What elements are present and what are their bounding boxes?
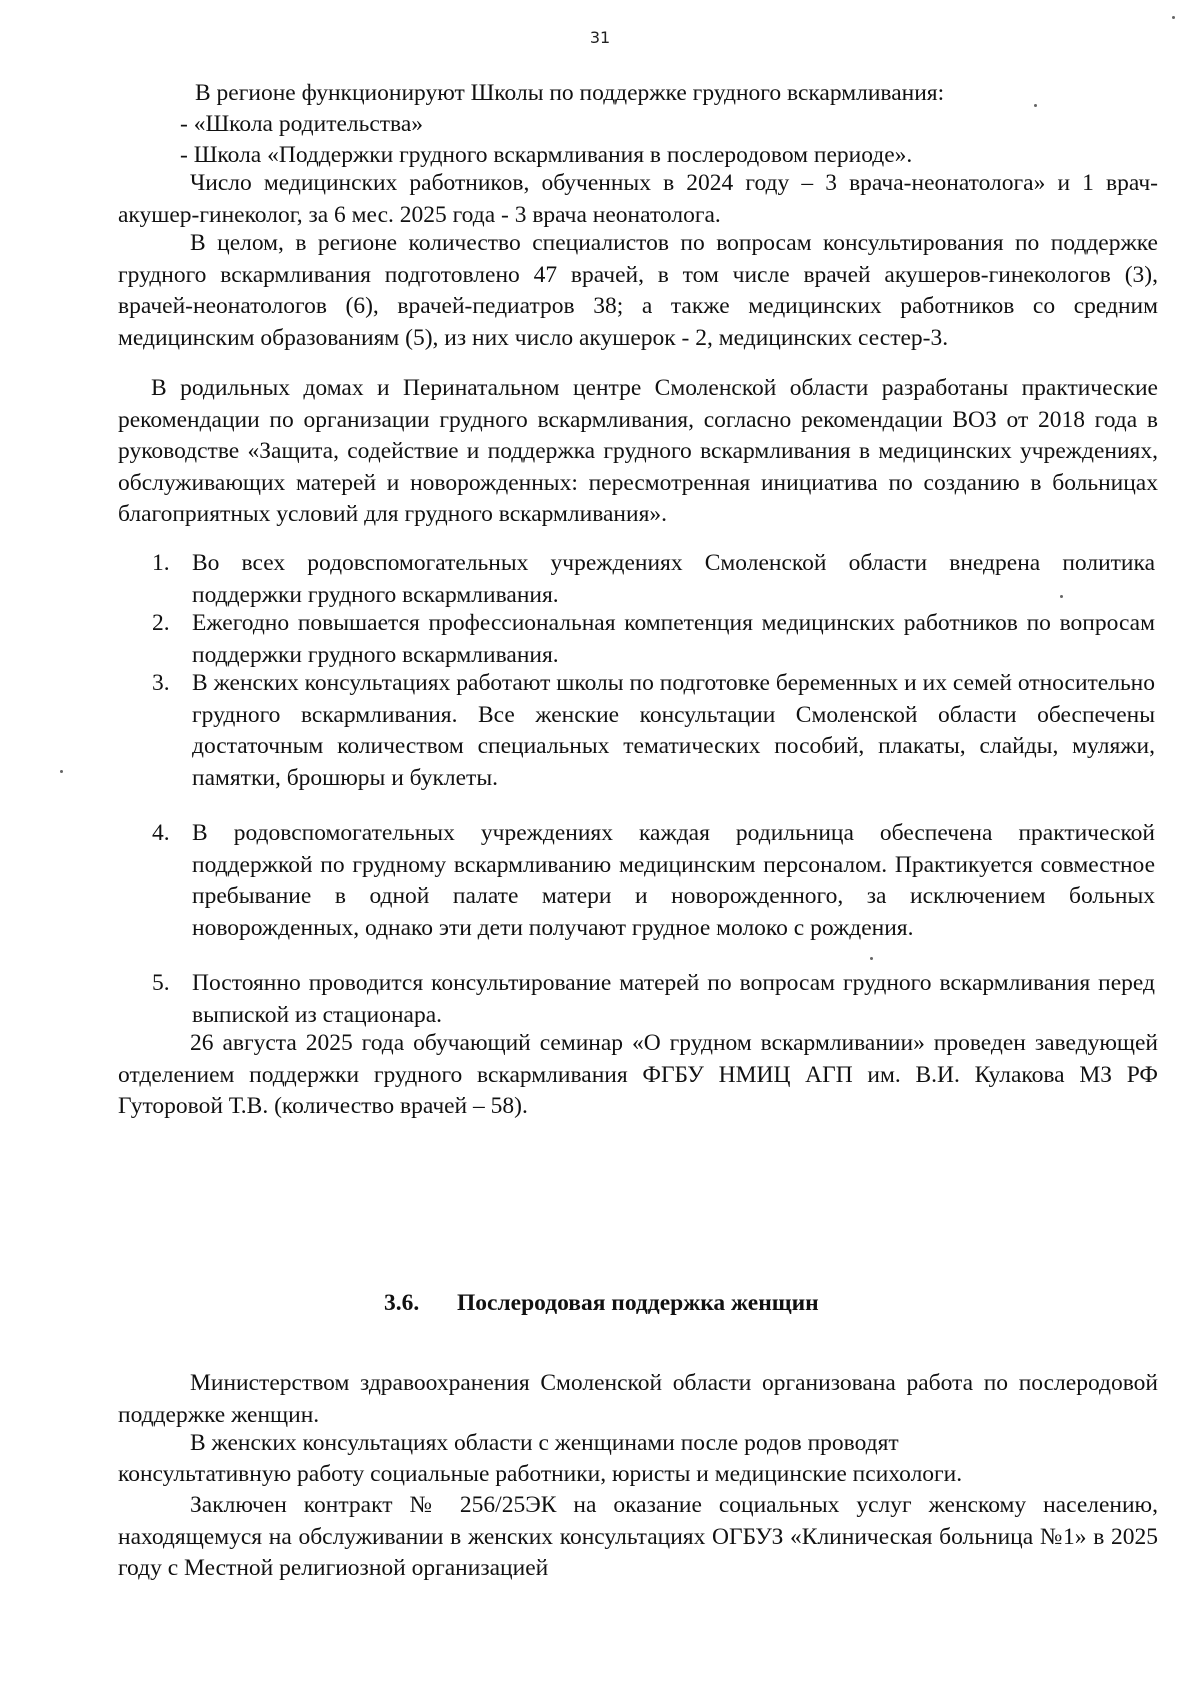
paragraph-maternity: В родильных домах и Перинатальном центре Смоленской области разработаны практические рекомендации по организации грудного вскармливания, согласно рекомендации ВОЗ от 2018 года в руководстве «Защита, содействие и поддержка грудного вскармливания в медицинских учреждениях, обслуживающих матерей и новорожденных: пересмотренная инициатива по созданию в больницах благоприятных условий для грудного вскармливания». (118, 375, 1158, 528)
paragraph-seminar: 26 августа 2025 года обучающий семинар «О грудном вскармливании» проведен заведующей отделением поддержки грудного вскармливания ФГБУ НМИЦ АГП им. В.И. Кулакова МЗ РФ Гуторовой Т.В. (количество врачей – 58). (118, 1030, 1158, 1120)
scan-speck (1060, 595, 1063, 598)
list-number: 1. (152, 550, 170, 576)
scan-speck (1172, 16, 1175, 19)
list-text: Постоянно проводится консультирование матерей по вопросам грудного вскармливания перед выпиской из стационара. (192, 970, 1155, 1028)
paragraph-total: В целом, в регионе количество специалистов по вопросам консультирования по поддержке грудного вскармливания подготовлено 47 врачей, в том числе врачей акушеров-гинекологов (3), врачей-неонатологов (6), врачей-педиатров 38; а также медицинских работников со средним медицинским образованиям (5), из них число акушерок - 2, медицинских сестер-3. (118, 230, 1158, 351)
intro-line-2: - «Школа родительства» (180, 111, 424, 137)
paragraph-contract: Заключен контракт № 256/25ЭК на оказание социальных услуг женскому населению, находящемуся на обслуживании в женских консультациях ОГБУЗ «Клиническая больница №1» в 2025 году с Местной религиозной организацией (118, 1492, 1158, 1582)
list-text: Во всех родовспомогательных учреждениях Смоленской области внедрена политика поддержки грудного вскармливания. (192, 550, 1155, 608)
paragraph-trained: Число медицинских работников, обученных в 2024 году – 3 врача-неонатолога» и 1 врач-акушер-гинеколог, за 6 мес. 2025 года - 3 врача неонатолога. (118, 170, 1158, 228)
scan-speck (870, 957, 873, 960)
section-heading (384, 1288, 819, 1320)
paragraph-consult-line-1: В женских консультациях области с женщинами после родов проводят (190, 1430, 899, 1456)
intro-line-1: В регионе функционируют Школы по поддержке грудного вскармливания: (195, 80, 945, 106)
list-number: 2. (152, 610, 170, 636)
section-number: 3.6. (384, 1290, 420, 1316)
paragraph-ministry: Министерством здравоохранения Смоленской области организована работа по послеродовой поддержке женщин. (118, 1370, 1158, 1428)
scan-speck (60, 770, 63, 773)
list-number: 5. (152, 970, 170, 996)
scan-speck (1034, 104, 1037, 107)
list-text: В женских консультациях работают школы по подготовке беременных и их семей относительно грудного вскармливания. Все женские консультации Смоленской области обеспечены достаточным количеством специальных тематических пособий, плакаты, слайды, муляжи, памятки, брошюры и буклеты. (192, 670, 1155, 791)
list-number: 3. (152, 670, 170, 696)
paragraph-consult-line-2: консультативную работу социальные работники, юристы и медицинские психологи. (118, 1461, 963, 1487)
intro-line-3: - Школа «Поддержки грудного вскармливания в послеродовом периоде». (180, 142, 913, 168)
list-text: В родовспомогательных учреждениях каждая родильница обеспечена практической поддержкой по грудному вскармливанию медицинским персоналом. Практикуется совместное пребывание в одной палате матери и новорожденного, за исключением больных новорожденных, однако эти дети получают грудное молоко с рождения. (192, 820, 1155, 941)
list-text: Ежегодно повышается профессиональная компетенция медицинских работников по вопросам поддержки грудного вскармливания. (192, 610, 1155, 668)
page-number: 31 (589, 28, 611, 47)
list-number: 4. (152, 820, 170, 846)
section-title: Послеродовая поддержка женщин (457, 1290, 819, 1316)
